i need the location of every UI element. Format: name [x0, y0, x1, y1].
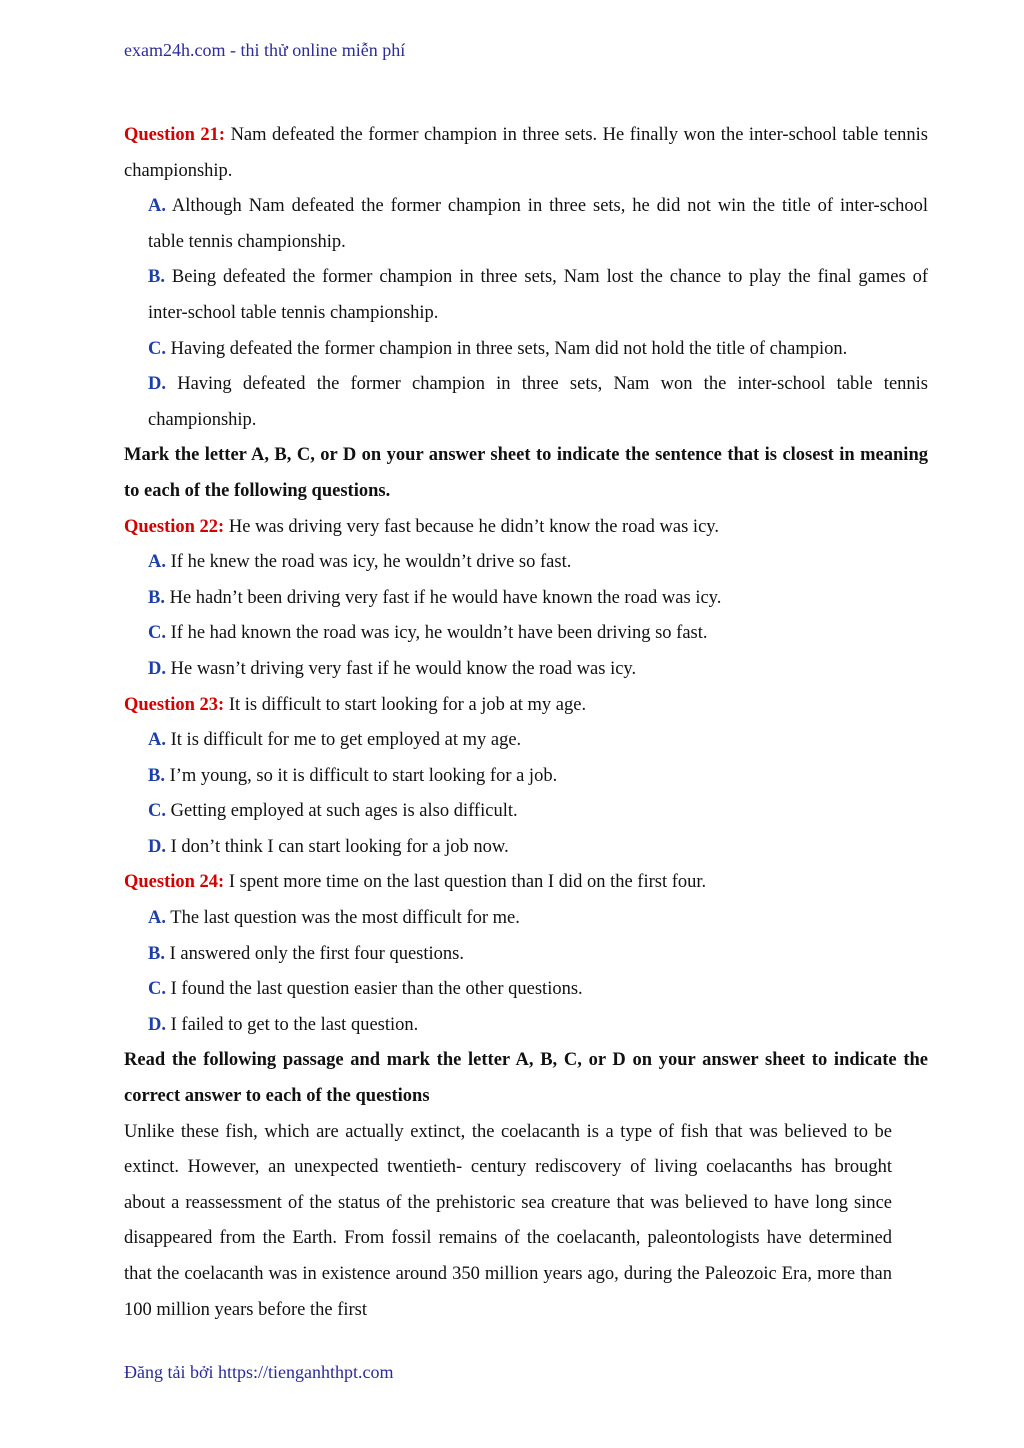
option-21-c: C. Having defeated the former champion in three sets, Nam did not hold the title of champion.: [148, 338, 848, 359]
question-label: Question 21:: [124, 125, 226, 145]
exam-content: [124, 118, 928, 1328]
question-stem: It is difficult to start looking for a job at my age.: [228, 694, 587, 715]
option-21-b: B. Being defeated the former champion in three sets, Nam lost the chance to play the final games of inter-school table tennis championship.: [148, 267, 929, 323]
instruction-reading: Read the following passage and mark the letter A, B, C, or D on your answer sheet to indicate the correct answer to each of the questions: [124, 1050, 928, 1107]
question-22: [124, 510, 928, 546]
option-22-d: D. He wasn’t driving very fast if he would know the road was icy.: [148, 658, 637, 679]
option-21-a: A. Although Nam defeated the former champion in three sets, he did not win the title of inter-school table tennis championship.: [148, 196, 928, 252]
option-22-c: C. If he had known the road was icy, he wouldn’t have been driving so fast.: [148, 623, 708, 644]
option-24-b: B. I answered only the first four questions.: [148, 943, 464, 964]
question-23: [124, 688, 928, 724]
question-stem: He was driving very fast because he didn’t know the road was icy.: [228, 516, 719, 537]
page-footer: Đăng tải bởi https://tienganhthpt.com: [124, 1362, 394, 1382]
reading-passage: Unlike these fish, which are actually extinct, the coelacanth is a type of fish that was believed to be extinct. However, an unexpected twentieth- century rediscovery of living coelacanths has brought about a reassessment of the status of the prehistoric sea creature that was believed to have long since disappeared from the Earth. From fossil remains of the coelacanth, paleontologists have determined that the coelacanth was in existence around 350 million years ago, during the Paleozoic Era, more than 100 million years before the first: [124, 1121, 892, 1320]
question-24: [124, 865, 928, 901]
option-23-d: D. I don’t think I can start looking for a job now.: [148, 836, 509, 857]
option-24-d: D. I failed to get to the last question.: [148, 1014, 419, 1035]
question-label: Question 22:: [124, 516, 225, 537]
question-stem: I spent more time on the last question than I did on the first four.: [228, 872, 707, 893]
option-22-a: A. If he knew the road was icy, he wouldn’t drive so fast.: [148, 552, 572, 573]
question-label: Question 23:: [124, 694, 225, 715]
option-23-b: B. I’m young, so it is difficult to start looking for a job.: [148, 765, 558, 786]
instruction-closest-meaning: Mark the letter A, B, C, or D on your answer sheet to indicate the sentence that is closest in meaning to each of the following questions.: [124, 445, 928, 501]
option-24-c: C. I found the last question easier than the other questions.: [148, 979, 583, 1000]
option-23-a: A. It is difficult for me to get employed at my age.: [148, 730, 522, 751]
option-21-d: D. Having defeated the former champion in three sets, Nam won the inter-school table tennis championship.: [148, 374, 929, 430]
option-22-b: B. He hadn’t been driving very fast if he would have known the road was icy.: [148, 587, 722, 608]
page-header: exam24h.com - thi thử online miễn phí: [124, 40, 406, 60]
option-24-a: A. The last question was the most difficult for me.: [148, 908, 520, 929]
question-stem: Nam defeated the former champion in three sets. He finally won the inter-school table tennis championship.: [124, 125, 928, 181]
question-label: Question 24:: [124, 872, 225, 893]
option-23-c: C. Getting employed at such ages is also difficult.: [148, 801, 518, 822]
question-21: [124, 118, 928, 189]
